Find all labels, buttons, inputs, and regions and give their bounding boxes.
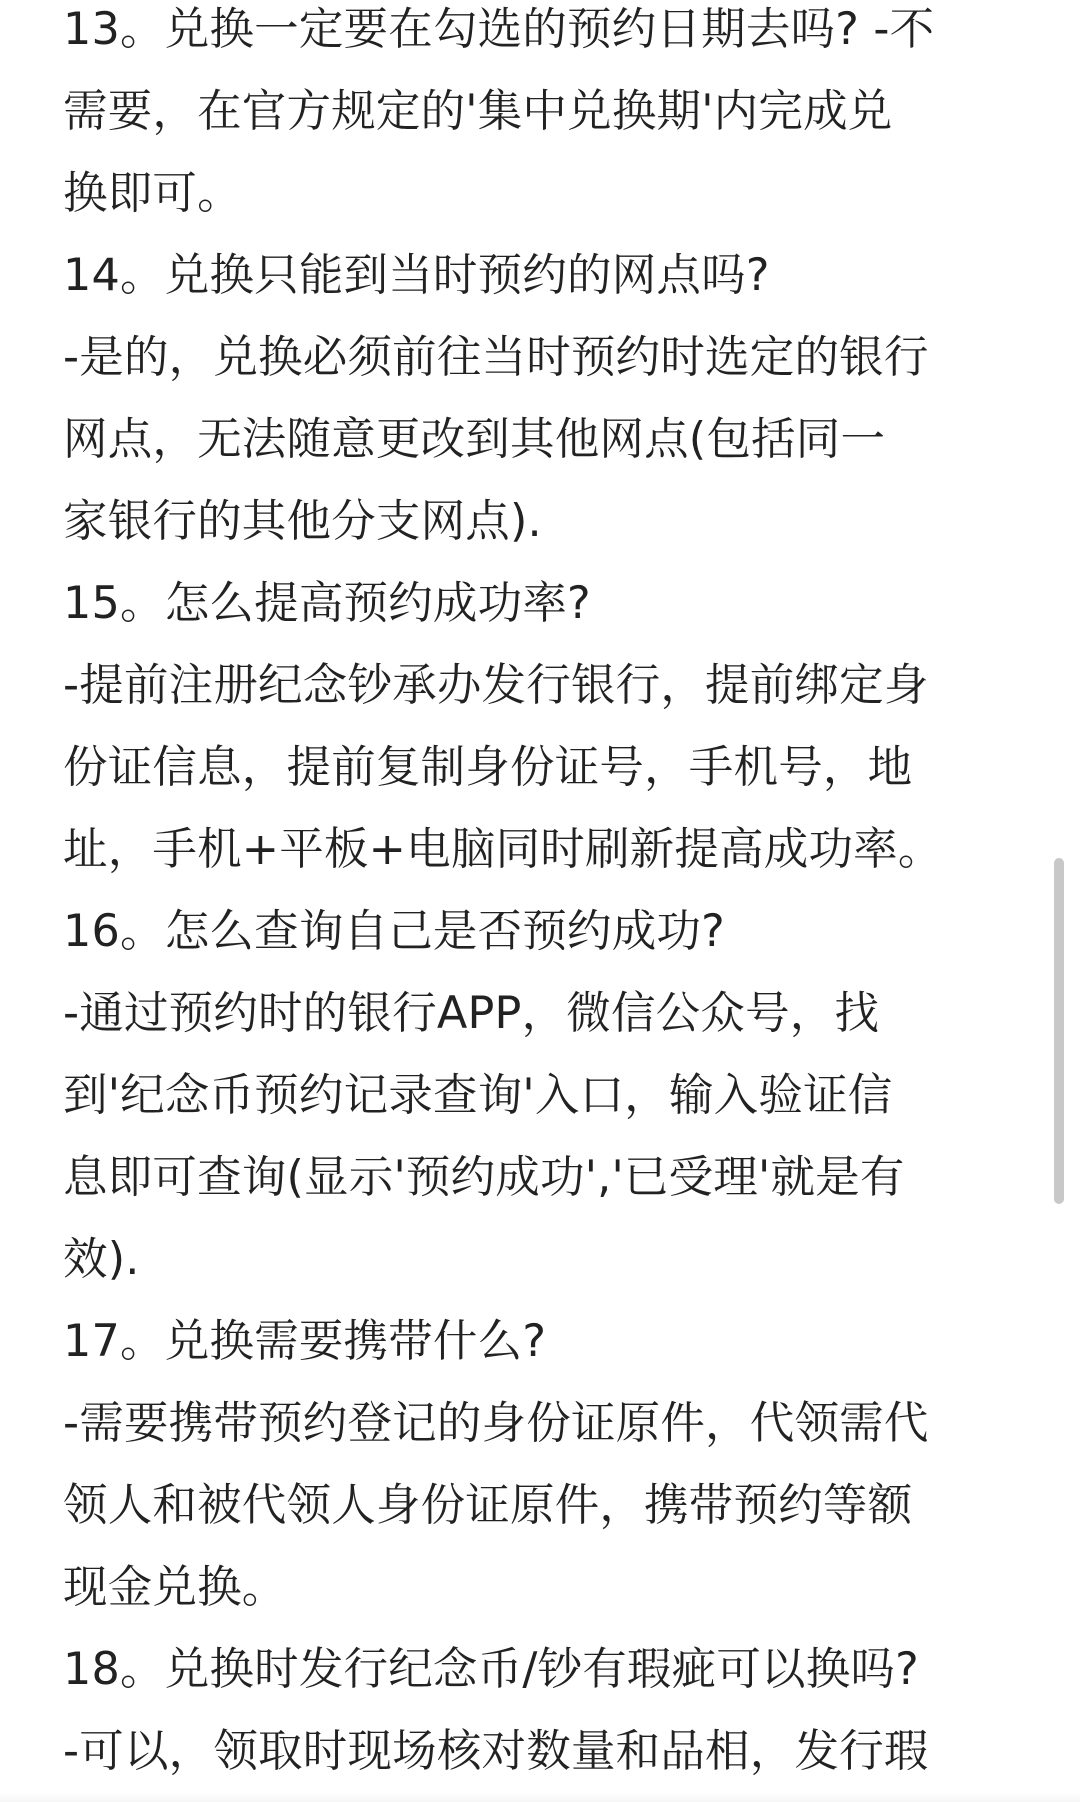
text-line: 14。兑换只能到当时预约的网点吗? [63,250,770,301]
text-line: 址，手机+平板+电脑同时刷新提高成功率。 [63,824,943,875]
text-line: 17。兑换需要携带什么? [63,1316,547,1367]
text-line: -提前注册纪念钞承办发行银行，提前绑定身 [63,660,929,711]
bottom-edge [0,1792,1080,1802]
text-line: -通过预约时的银行APP，微信公众号，找 [63,988,880,1039]
text-line: -可以，领取时现场核对数量和品相，发行瑕 [63,1726,929,1777]
text-line: 需要，在官方规定的'集中兑换期'内完成兑 [63,86,893,137]
text-line: -是的，兑换必须前往当时预约时选定的银行 [63,332,929,383]
vertical-scrollbar[interactable] [1054,858,1064,1204]
text-line: 息即可查询(显示'预约成功','已受理'就是有 [63,1152,905,1203]
text-line: 现金兑换。 [63,1562,287,1613]
text-line: 领人和被代领人身份证原件，携带预约等额 [63,1480,913,1531]
text-line: 网点，无法随意更改到其他网点(包括同一 [63,414,886,465]
text-line: -需要携带预约登记的身份证原件，代领需代 [63,1398,929,1449]
text-line: 份证信息，提前复制身份证号，手机号，地 [63,742,913,793]
text-line: 13。兑换一定要在勾选的预约日期去吗? -不 [63,4,935,55]
text-line: 16。怎么查询自己是否预约成功? [63,906,725,957]
text-line: 18。兑换时发行纪念币/钞有瑕疵可以换吗? [63,1644,919,1695]
text-line: 换即可。 [63,168,242,219]
text-line: 15。怎么提高预约成功率? [63,578,591,629]
text-line: 效). [63,1234,140,1285]
text-line: 家银行的其他分支网点). [63,496,542,547]
text-line: 到'纪念币预约记录查询'入口，输入验证信 [63,1070,893,1121]
